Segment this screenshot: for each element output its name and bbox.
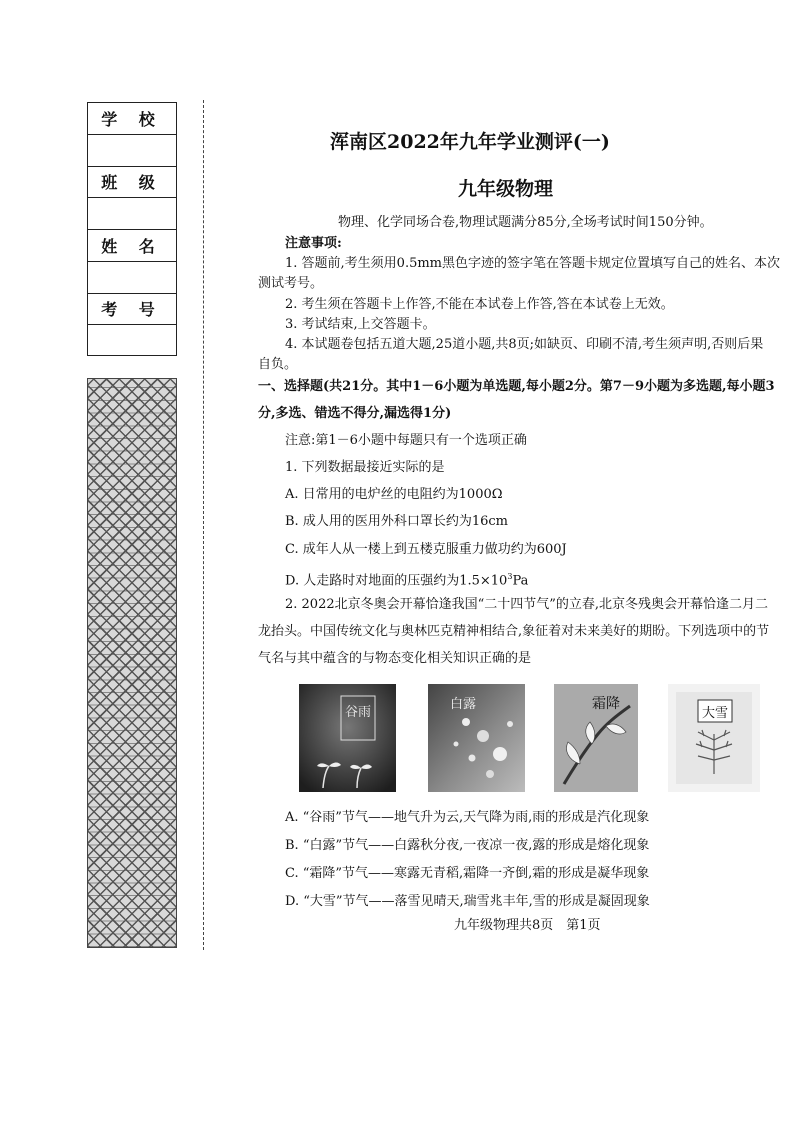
binding-cut-line [203,100,204,950]
page-footer: 九年级物理共8页 第1页 [454,918,601,933]
q2-stem-line-1: 2. 2022北京冬奥会开幕恰逢我国“二十四节气”的立春,北京冬残奥会开幕恰逢二月二 [285,597,769,612]
note-4-line-2: 自负。 [258,357,298,372]
note-2: 2. 考生须在答题卡上作答,不能在本试卷上作答,答在本试卷上无效。 [285,297,674,312]
q1-stem: 1. 下列数据最接近实际的是 [285,460,445,475]
q2-stem-line-3: 气名与其中蕴含的与物态变化相关知识正确的是 [258,651,532,666]
q1-option-c: C. 成年人从一楼上到五楼克服重力做功约为600J [285,542,567,557]
q2-option-b: B. “白露”节气——白露秋分夜,一夜凉一夜,露的形成是熔化现象 [285,838,650,853]
exam-number-blank [88,325,176,357]
note-1-line-2: 测试考号。 [258,276,324,291]
white-dew-label: 白露 [450,697,477,712]
white-dew-image [428,684,525,792]
frost-descent-image [554,684,638,792]
school-blank [88,135,176,167]
note-4-line-1: 4. 本试题卷包括五道大题,25道小题,共8页;如缺页、印刷不清,考生须声明,否则后果 [285,337,764,352]
q2-stem-line-2: 龙抬头。中国传统文化与奥林匹克精神相结合,象征着对未来美好的期盼。下列选项中的节 [258,624,770,639]
section-1-heading-line-1: 一、选择题(共21分。其中1－6小题为单选题,每小题2分。第7－9小题为多选题,每小题3 [258,379,775,394]
school-label: 学 校 [88,103,176,135]
class-label: 班 级 [88,167,176,199]
subject-title: 九年级物理 [458,178,554,200]
exam-title: 浑南区2022年九年学业测评(一) [330,131,610,153]
frost-descent-label: 霜降 [592,696,620,712]
q2-option-c: C. “霜降”节气——寒露无青稻,霜降一齐倒,霜的形成是凝华现象 [285,866,650,881]
q1-option-a: A. 日常用的电炉丝的电阻约为1000Ω [285,487,503,502]
exam-intro: 物理、化学同场合卷,物理试题满分85分,全场考试时间150分钟。 [338,215,713,230]
q2-option-d: D. “大雪”节气——落雪见晴天,瑞雪兆丰年,雪的形成是凝固现象 [285,894,650,909]
q1-option-d-unit: Pa [512,573,529,589]
exam-number-label: 考 号 [88,294,176,326]
section-1-heading-line-2: 分,多选、错选不得分,漏选得1分) [258,406,452,421]
note-3: 3. 考试结束,上交答题卡。 [285,317,436,332]
name-label: 姓 名 [88,230,176,262]
q1-option-b: B. 成人用的医用外科口罩长约为16cm [285,514,508,529]
notes-heading: 注意事项: [285,236,342,251]
q1-option-d-text: D. 人走路时对地面的压强约为1.5×10 [285,573,508,589]
q1-option-d [285,567,528,591]
section-1-note: 注意:第1－6小题中每题只有一个选项正确 [285,433,527,448]
q2-option-a: A. “谷雨”节气——地气升为云,天气降为雨,雨的形成是汽化现象 [285,810,650,825]
seal-pattern [87,378,177,948]
q1-option-d-exponent: 3 [507,572,513,581]
student-info-box [87,102,177,356]
great-snow-image [668,684,760,792]
note-1-line-1: 1. 答题前,考生须用0.5mm黑色字迹的签字笔在答题卡规定位置填写自己的姓名、本次 [285,256,780,271]
class-blank [88,198,176,230]
grain-rain-label: 谷雨 [344,705,372,720]
great-snow-label: 大雪 [701,706,729,721]
name-blank [88,262,176,294]
grain-rain-image [299,684,396,792]
